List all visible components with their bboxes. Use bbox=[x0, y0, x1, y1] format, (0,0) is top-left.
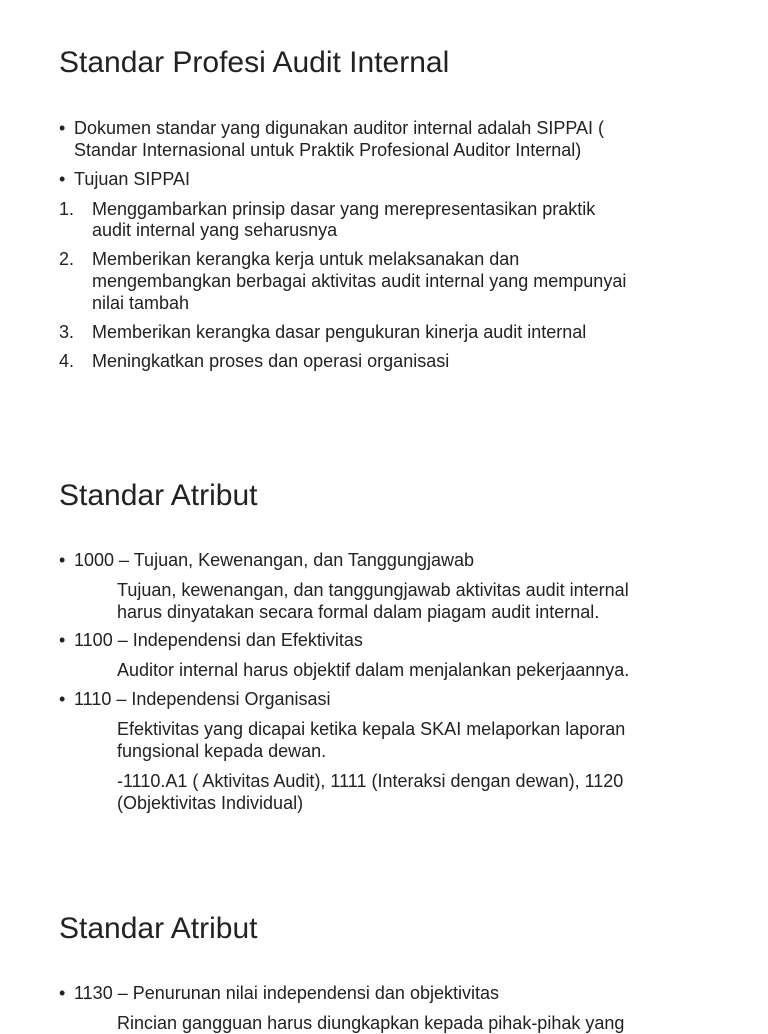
item-detail: fungsional kepada dewan. bbox=[117, 741, 327, 761]
list-text: Meningkatkan proses dan operasi organisasi bbox=[92, 351, 450, 371]
item-detail: Auditor internal harus objektif dalam menjalankan pekerjaannya. bbox=[117, 660, 630, 680]
list-number: 3. bbox=[59, 322, 75, 342]
bullet-marker: • bbox=[59, 169, 66, 189]
list-text: Menggambarkan prinsip dasar yang merepresentasikan praktik bbox=[92, 199, 596, 219]
bullet-marker: • bbox=[59, 689, 66, 709]
bullet-text: Standar Internasional untuk Praktik Profesional Auditor Internal) bbox=[74, 140, 582, 160]
list-number: 2. bbox=[59, 249, 75, 269]
item-heading: 1100 – Independensi dan Efektivitas bbox=[74, 630, 363, 650]
list-number: 1. bbox=[59, 199, 75, 219]
bullet-marker: • bbox=[59, 118, 66, 138]
item-detail: Tujuan, kewenangan, dan tanggungjawab aktivitas audit internal bbox=[117, 580, 629, 600]
list-text: Memberikan kerangka kerja untuk melaksanakan dan bbox=[92, 249, 520, 269]
slide-title: Standar Profesi Audit Internal bbox=[59, 46, 450, 79]
item-heading: 1130 – Penurunan nilai independensi dan objektivitas bbox=[74, 983, 499, 1003]
list-number: 4. bbox=[59, 351, 75, 371]
item-heading: 1110 – Independensi Organisasi bbox=[74, 689, 331, 709]
item-heading: 1000 – Tujuan, Kewenangan, dan Tanggungjawab bbox=[74, 550, 475, 570]
bullet-marker: • bbox=[59, 550, 66, 570]
list-text: mengembangkan berbagai aktivitas audit internal yang mempunyai bbox=[92, 271, 627, 291]
slide-title: Standar Atribut bbox=[59, 479, 258, 512]
bullet-marker: • bbox=[59, 983, 66, 1003]
bullet-text: Tujuan SIPPAI bbox=[74, 169, 191, 189]
item-detail: Efektivitas yang dicapai ketika kepala SKAI melaporkan laporan bbox=[117, 719, 626, 739]
bullet-text: Dokumen standar yang digunakan auditor internal adalah SIPPAI ( bbox=[74, 118, 604, 138]
list-text: audit internal yang seharusnya bbox=[92, 220, 338, 240]
item-detail: -1110.A1 ( Aktivitas Audit), 1111 (Interaksi dengan dewan), 1120 bbox=[117, 771, 624, 791]
bullet-marker: • bbox=[59, 630, 66, 650]
item-detail: (Objektivitas Individual) bbox=[117, 793, 304, 813]
slide-title: Standar Atribut bbox=[59, 912, 258, 945]
item-detail: Rincian gangguan harus diungkapkan kepada pihak-pihak yang bbox=[117, 1013, 625, 1033]
item-detail: harus dinyatakan secara formal dalam piagam audit internal. bbox=[117, 602, 600, 622]
list-text: Memberikan kerangka dasar pengukuran kinerja audit internal bbox=[92, 322, 587, 342]
list-text: nilai tambah bbox=[92, 293, 190, 313]
